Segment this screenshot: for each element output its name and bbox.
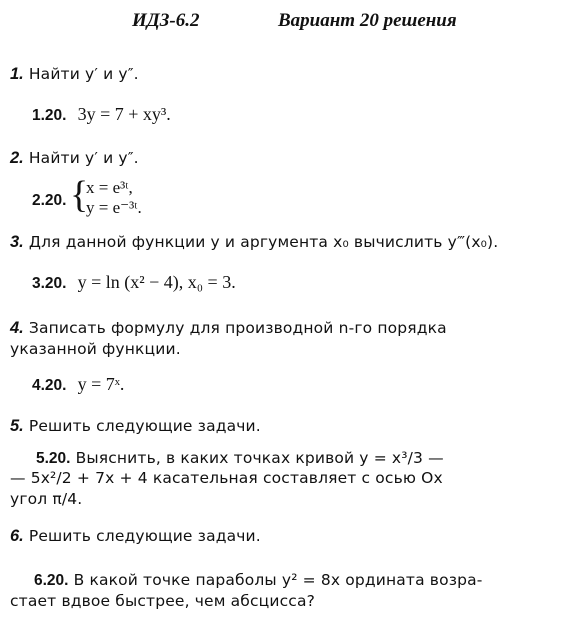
problem-number: 6.20.: [34, 572, 69, 589]
problem-3-20: [32, 272, 236, 293]
problem-formula: y = 7ˣ.: [77, 374, 125, 394]
system-brace: {: [70, 174, 89, 216]
task-1-statement: [10, 64, 139, 84]
problem-number: 1.20.: [32, 107, 67, 124]
problem-4-20: [32, 374, 124, 395]
task-2-statement: [10, 148, 139, 168]
problem-6-20-line-1: [34, 570, 483, 590]
problem-5-20-line-1: [36, 448, 444, 468]
task-number: 5.: [10, 417, 24, 435]
problem-number: 5.20.: [36, 450, 71, 467]
problem-text: Выяснить, в каких точках кривой y = x³/3 —: [75, 449, 444, 467]
task-text: Записать формулу для производной n-го порядка: [28, 319, 447, 337]
problem-5-20-line-2: — 5x²/2 + 7x + 4 касательная составляет с осью Ox: [10, 469, 443, 487]
task-4-statement-cont: указанной функции.: [10, 340, 181, 358]
task-number: 4.: [10, 319, 24, 337]
task-number: 6.: [10, 527, 24, 545]
problem-6-20-line-2: стает вдвое быстрее, чем абсцисса?: [10, 592, 315, 610]
task-number: 3.: [10, 233, 24, 251]
problem-number: 3.20.: [32, 275, 67, 292]
problem-text: В какой точке параболы y² = 8x ордината возра-: [73, 571, 483, 589]
task-6-statement: [10, 526, 261, 546]
problem-5-20-line-3: угол π/4.: [10, 490, 83, 508]
problem-1-20: [32, 104, 171, 125]
task-text: Для данной функции y и аргумента x₀ вычислить y‴(x₀).: [28, 233, 499, 251]
task-4-statement: [10, 318, 447, 338]
task-5-statement: [10, 416, 261, 436]
task-number: 1.: [10, 65, 24, 83]
system-line-1: x = e³ᵗ,: [86, 178, 133, 197]
task-text: Решить следующие задачи.: [28, 417, 261, 435]
task-3-statement: [10, 232, 498, 252]
document-code: ИДЗ-6.2: [132, 10, 200, 31]
task-number: 2.: [10, 149, 24, 167]
problem-2-number: [32, 190, 66, 210]
problem-formula: 3y = 7 + xy³.: [77, 104, 171, 124]
task-text: Найти y′ и y″.: [28, 149, 139, 167]
task-text: Найти y′ и y″.: [28, 65, 139, 83]
task-text: Решить следующие задачи.: [28, 527, 261, 545]
problem-number: 4.20.: [32, 377, 67, 394]
problem-number: 2.20.: [32, 192, 67, 209]
problem-formula: y = ln (x² − 4), x₀ = 3.: [77, 272, 236, 292]
variant-title: Вариант 20 решения: [278, 10, 457, 31]
system-line-2: y = e⁻³ᵗ.: [86, 198, 142, 217]
